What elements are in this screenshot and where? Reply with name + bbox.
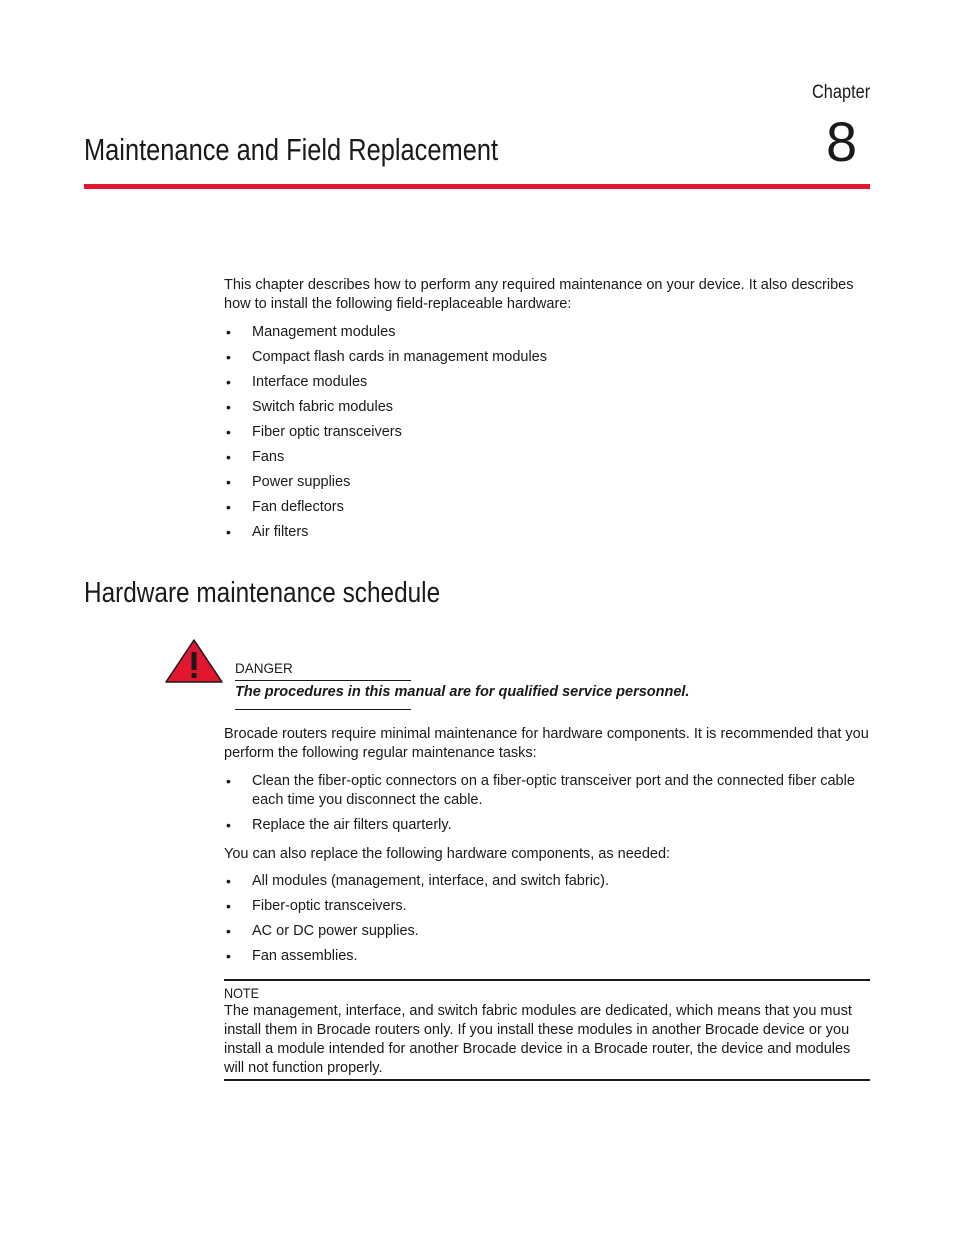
list-item: • Compact flash cards in management modules — [224, 348, 870, 367]
danger-label: DANGER — [235, 661, 293, 676]
warning-triangle-icon — [164, 638, 224, 684]
maintenance-intro: Brocade routers require minimal maintenance for hardware components. It is recommended that you perform the following regular maintenance tasks: — [224, 726, 869, 761]
maintenance-task-list — [224, 772, 870, 841]
section-title: Hardware maintenance schedule — [84, 577, 441, 609]
list-item: • Management modules — [224, 323, 870, 342]
note-text: The management, interface, and switch fabric modules are dedicated, which means that you must install them in Brocade routers only. If you install these modules in another Brocade device or you install a module intended for another Brocade device in a Brocade router, the device and modules will not function properly. — [224, 1003, 852, 1076]
note-rule-top — [224, 979, 870, 981]
list-item: • Switch fabric modules — [224, 398, 870, 417]
chapter-rule — [84, 184, 870, 189]
list-item: • AC or DC power supplies. — [224, 922, 870, 941]
danger-text: The procedures in this manual are for qualified service personnel. — [235, 684, 690, 700]
list-item: • Fiber optic transceivers — [224, 423, 870, 442]
replace-list — [224, 872, 870, 972]
list-item: • Fan deflectors — [224, 498, 870, 517]
list-item: • Replace the air filters quarterly. — [224, 816, 870, 835]
divider — [235, 709, 411, 710]
intro-paragraph: This chapter describes how to perform any required maintenance on your device. It also describes how to install the following field-replaceable hardware: — [224, 277, 854, 312]
list-item: • Fan assemblies. — [224, 947, 870, 966]
note-label: NOTE — [224, 985, 260, 1001]
chapter-label: Chapter — [812, 82, 871, 103]
chapter-number: 8 — [826, 110, 858, 173]
hardware-list — [224, 323, 870, 548]
list-item: • Air filters — [224, 523, 870, 542]
list-item: • Fans — [224, 448, 870, 467]
chapter-title: Maintenance and Field Replacement — [84, 132, 499, 167]
divider — [235, 680, 411, 681]
list-item: • Fiber-optic transceivers. — [224, 897, 870, 916]
list-item: • Clean the fiber-optic connectors on a fiber-optic transceiver port and the connected fiber cable each time you disconnect the cable. — [224, 772, 870, 810]
replace-intro: You can also replace the following hardware components, as needed: — [224, 846, 671, 862]
list-item: • Interface modules — [224, 373, 870, 392]
list-item: • All modules (management, interface, and switch fabric). — [224, 872, 870, 891]
list-item: • Power supplies — [224, 473, 870, 492]
note-rule-bottom — [224, 1079, 870, 1081]
